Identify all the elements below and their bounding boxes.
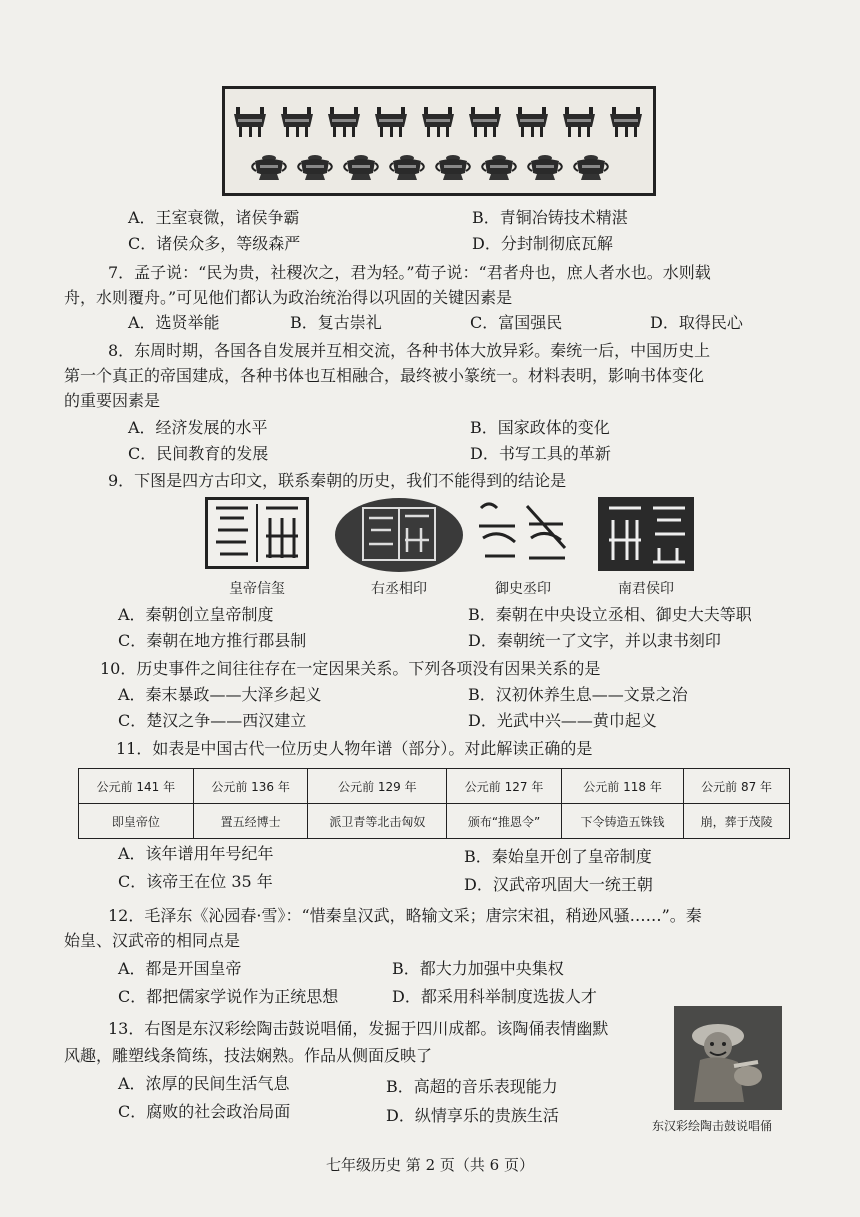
bronze-vessels-image bbox=[222, 86, 656, 196]
seal-yushi-chengyin bbox=[475, 498, 571, 570]
q13-stem-line1: 13．右图是东汉彩绘陶击鼓说唱俑，发掘于四川成都。该陶俑表情幽默 bbox=[108, 1019, 609, 1038]
q7-option-a: A．选贤举能 bbox=[128, 313, 220, 332]
q10-option-d: D．光武中兴——黄巾起义 bbox=[468, 711, 657, 730]
table-cell-event: 下令铸造五铢钱 bbox=[561, 804, 683, 839]
q12-option-d: D．都采用科举制度选拔人才 bbox=[392, 987, 597, 1006]
q11-option-c: C．该帝王在位 35 年 bbox=[118, 872, 273, 891]
table-cell-year: 公元前 118 年 bbox=[561, 769, 683, 804]
q6-option-c: C．诸侯众多，等级森严 bbox=[128, 234, 301, 253]
q10-stem: 10．历史事件之间往往存在一定因果关系。下列各项没有因果关系的是 bbox=[100, 659, 601, 678]
ding-row bbox=[234, 107, 642, 137]
q6-option-a: A．王室衰微，诸侯争霸 bbox=[128, 208, 300, 227]
q11-option-b: B．秦始皇开创了皇帝制度 bbox=[464, 847, 652, 866]
table-cell-year: 公元前 141 年 bbox=[79, 769, 194, 804]
q8-option-c: C．民间教育的发展 bbox=[128, 444, 269, 463]
seal-label-4: 南君侯印 bbox=[618, 581, 674, 597]
q8-option-b: B．国家政体的变化 bbox=[470, 418, 610, 437]
table-cell-year: 公元前 129 年 bbox=[308, 769, 447, 804]
table-cell-event: 崩，葬于茂陵 bbox=[684, 804, 790, 839]
q9-option-c: C．秦朝在地方推行郡县制 bbox=[118, 631, 307, 650]
q8-stem-line3: 的重要因素是 bbox=[64, 391, 161, 410]
q9-option-a: A．秦朝创立皇帝制度 bbox=[118, 605, 274, 624]
q7-option-c: C．富国强民 bbox=[470, 313, 563, 332]
seal-nanjun-houyin bbox=[598, 497, 694, 571]
seal-label-3: 御史丞印 bbox=[495, 581, 551, 597]
table-row-years bbox=[79, 769, 790, 804]
q12-stem-line2: 始皇、汉武帝的相同点是 bbox=[64, 931, 241, 950]
q12-option-a: A．都是开国皇帝 bbox=[118, 959, 242, 978]
q8-option-a: A．经济发展的水平 bbox=[128, 418, 268, 437]
q11-option-d: D．汉武帝巩固大一统王朝 bbox=[464, 875, 653, 894]
q9-option-d: D．秦朝统一了文字，并以隶书刻印 bbox=[468, 631, 721, 650]
seal-huangdi-xinxi bbox=[205, 497, 309, 569]
q7-stem-line2: 舟，水则覆舟。”可见他们都认为政治统治得以巩固的关键因素是 bbox=[64, 288, 513, 307]
table-cell-year: 公元前 136 年 bbox=[193, 769, 308, 804]
q7-option-b: B．复古崇礼 bbox=[290, 313, 382, 332]
q10-option-a: A．秦末暴政——大泽乡起义 bbox=[118, 685, 322, 704]
page-footer: 七年级历史 第 2 页（共 6 页） bbox=[326, 1156, 534, 1174]
q11-option-a: A．该年谱用年号纪年 bbox=[118, 844, 274, 863]
seal-youchengxiang-yin bbox=[335, 498, 463, 572]
q10-option-b: B．汉初休养生息——文景之治 bbox=[468, 685, 688, 704]
q8-option-d: D．书写工具的革新 bbox=[470, 444, 611, 463]
table-cell-year: 公元前 87 年 bbox=[684, 769, 790, 804]
gui-row bbox=[252, 155, 608, 180]
q9-option-b: B．秦朝在中央设立丞相、御史大夫等职 bbox=[468, 605, 752, 624]
q12-option-b: B．都大力加强中央集权 bbox=[392, 959, 564, 978]
table-row-events bbox=[79, 804, 790, 839]
table-cell-event: 置五经博士 bbox=[193, 804, 308, 839]
q13-stem-line2: 风趣，雕塑线条简练，技法娴熟。作品从侧面反映了 bbox=[64, 1046, 433, 1065]
q8-stem-line1: 8．东周时期，各国各自发展并互相交流，各种书体大放异彩。秦统一后，中国历史上 bbox=[108, 341, 711, 360]
table-cell-event: 派卫青等北击匈奴 bbox=[308, 804, 447, 839]
q9-stem: 9．下图是四方古印文，联系秦朝的历史，我们不能得到的结论是 bbox=[108, 471, 567, 490]
q7-option-d: D．取得民心 bbox=[650, 313, 743, 332]
table-cell-event: 即皇帝位 bbox=[79, 804, 194, 839]
q11-stem: 11．如表是中国古代一位历史人物年谱（部分）。对此解读正确的是 bbox=[116, 739, 593, 758]
seal-label-1: 皇帝信玺 bbox=[229, 581, 285, 597]
q13-option-d: D．纵情享乐的贵族生活 bbox=[386, 1106, 559, 1125]
q12-stem-line1: 12．毛泽东《沁园春·雪》：“惜秦皇汉武，略输文采；唐宗宋祖，稍逊风骚……”。秦 bbox=[108, 906, 702, 925]
ding-gui-illustration bbox=[225, 89, 653, 193]
q10-option-c: C．楚汉之争——西汉建立 bbox=[118, 711, 307, 730]
table-cell-year: 公元前 127 年 bbox=[447, 769, 562, 804]
q8-stem-line2: 第一个真正的帝国建成，各种书体也互相融合，最终被小篆统一。材料表明，影响书体变化 bbox=[64, 366, 705, 385]
seal-label-2: 右丞相印 bbox=[371, 581, 427, 597]
q6-option-d: D．分封制彻底瓦解 bbox=[472, 234, 613, 253]
q7-stem-line1: 7．孟子说：“民为贵，社稷次之，君为轻。”荀子说：“君者舟也，庶人者水也。水则载 bbox=[108, 263, 711, 282]
q6-option-b: B．青铜冶铸技术精湛 bbox=[472, 208, 628, 227]
q13-option-c: C．腐败的社会政治局面 bbox=[118, 1102, 291, 1121]
table-cell-event: 颁布“推恩令” bbox=[447, 804, 562, 839]
chronology-table bbox=[78, 768, 790, 839]
figurine-caption: 东汉彩绘陶击鼓说唱俑 bbox=[651, 1119, 772, 1133]
q12-option-c: C．都把儒家学说作为正统思想 bbox=[118, 987, 339, 1006]
drummer-figurine-photo bbox=[674, 1006, 782, 1110]
q13-option-a: A．浓厚的民间生活气息 bbox=[118, 1074, 290, 1093]
q13-option-b: B．高超的音乐表现能力 bbox=[386, 1077, 558, 1096]
